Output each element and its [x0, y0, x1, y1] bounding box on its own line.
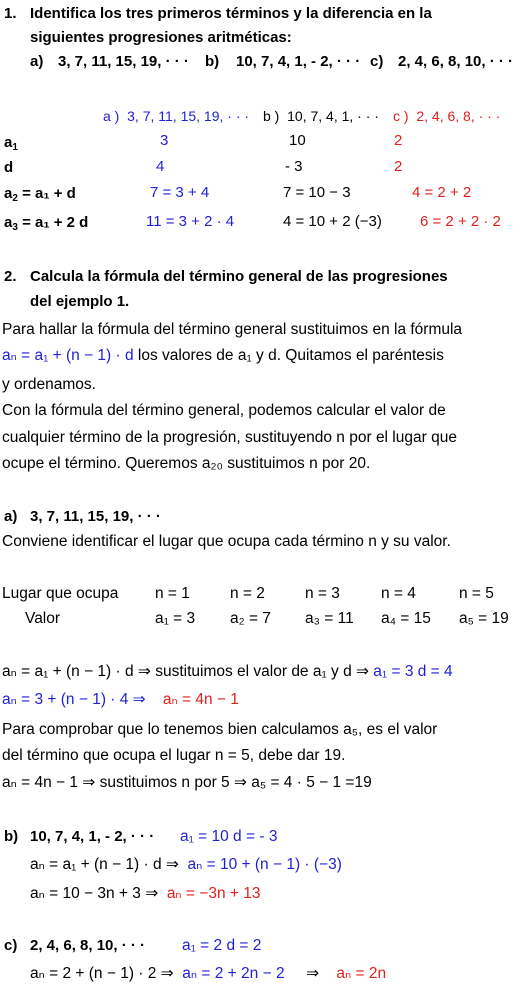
- q2-paragraph2-line3: ocupe el término. Queremos a₂₀ sustituimos n por 20.: [2, 455, 371, 472]
- q2-paragraph1-line1: Para hallar la fórmula del término general sustituimos en la fórmula: [2, 321, 463, 338]
- row-a3-value-c: 6 = 2 + 2 · 2: [420, 213, 501, 230]
- table-head-c: c ) 2, 4, 6, 8, · · ·: [393, 108, 501, 124]
- part-a-intro: Conviene identificar el lugar que ocupa cada término n y su valor.: [2, 533, 451, 550]
- q2-paragraph2-line2: cualquier término de la progresión, sustituyendo n por el lugar que: [2, 429, 457, 446]
- part-a-label: a): [4, 508, 18, 525]
- part-a-check-line1: Para comprobar que lo tenemos bien calculamos a₅, es el valor: [2, 721, 438, 738]
- general-term-formula: aₙ = a₁ + (n − 1) · d: [2, 347, 134, 364]
- q2-title-line2: del ejemplo 1.: [30, 293, 130, 310]
- part-a-seq: 3, 7, 11, 15, 19, · · ·: [30, 508, 161, 525]
- row-a1-value-c: 2: [394, 132, 403, 149]
- place-2: n = 2: [230, 585, 265, 602]
- q1-item-a-seq: 3, 7, 11, 15, 19, · · ·: [58, 53, 189, 70]
- part-b-label: b): [4, 828, 19, 845]
- part-b-line1: aₙ = a₁ + (n − 1) · d ⇒ aₙ = 10 + (n − 1) · (−3): [30, 856, 342, 873]
- q1-item-c-label: c): [370, 53, 384, 70]
- value-4: a₄ = 15: [381, 610, 431, 627]
- q2-paragraph1-line2: aₙ = a₁ + (n − 1) · d los valores de a₁ y d. Quitamos el paréntesis: [2, 347, 444, 364]
- value-label: Valor: [25, 610, 61, 627]
- q2-title-line1: Calcula la fórmula del término general de las progresiones: [30, 268, 448, 285]
- q1-item-c-seq: 2, 4, 6, 8, 10, · · ·: [398, 53, 514, 70]
- part-c-label: c): [4, 937, 18, 954]
- row-a3-label: $a_3 = a_1 + 2$ d: [4, 214, 89, 233]
- part-c-seq: 2, 4, 6, 8, 10, · · ·: [30, 937, 146, 954]
- q2-paragraph1-line3: y ordenamos.: [2, 376, 96, 393]
- row-d-label: d: [4, 159, 14, 176]
- place-1: n = 1: [155, 585, 190, 602]
- part-a-check-line3: aₙ = 4n − 1 ⇒ sustituimos n por 5 ⇒ a₅ = 4 · 5 − 1 =19: [2, 774, 372, 791]
- value-5: a₅ = 19: [459, 610, 509, 627]
- place-label: Lugar que ocupa: [2, 585, 119, 602]
- place-4: n = 4: [381, 585, 416, 602]
- q1-item-a-label: a): [30, 53, 44, 70]
- q1-item-b-seq: 10, 7, 4, 1, - 2, · · ·: [236, 53, 361, 70]
- q1-title-line2: siguientes progresiones aritméticas:: [30, 29, 292, 46]
- row-a2-value-c: 4 = 2 + 2: [412, 184, 472, 201]
- row-a1-value-a: 3: [160, 132, 169, 149]
- part-a-substitution: aₙ = a₁ + (n − 1) · d ⇒ sustituimos el valor de a₁ y d ⇒ a₁ = 3 d = 4: [2, 663, 453, 680]
- row-d-value-c: 2: [394, 158, 403, 175]
- place-5: n = 5: [459, 585, 494, 602]
- table-head-a: a ) 3, 7, 11, 15, 19, · · ·: [103, 108, 250, 124]
- row-a3-value-b: 4 = 10 + 2 (−3): [283, 213, 382, 230]
- row-a2-label: $a_2 = a_1 + d$: [4, 185, 76, 204]
- row-a1-value-b: 10: [289, 132, 306, 149]
- place-3: n = 3: [305, 585, 340, 602]
- table-head-b: b ) 10, 7, 4, 1, · · ·: [263, 108, 379, 124]
- part-b-given: a₁ = 10 d = - 3: [180, 828, 278, 845]
- part-c-given: a₁ = 2 d = 2: [182, 937, 262, 954]
- row-a1-label: $a_1$: [4, 134, 18, 153]
- value-2: a₂ = 7: [230, 610, 271, 627]
- q1-number: 1.: [4, 5, 17, 22]
- q1-item-b-label: b): [205, 53, 220, 70]
- value-3: a₃ = 11: [305, 610, 354, 627]
- row-a2-value-b: 7 = 10 − 3: [283, 184, 351, 201]
- row-d-value-b: - 3: [285, 158, 303, 175]
- q1-title-line1: Identifica los tres primeros términos y la diferencia en la: [30, 5, 432, 22]
- row-a3-value-a: 11 = 3 + 2 · 4: [146, 213, 235, 230]
- q2-paragraph2-line1: Con la fórmula del término general, podemos calcular el valor de: [2, 402, 446, 419]
- part-a-result: aₙ = 3 + (n − 1) · 4 ⇒ aₙ = 4n − 1: [2, 691, 239, 708]
- part-c-line1: aₙ = 2 + (n − 1) · 2 ⇒ aₙ = 2 + 2n − 2 ⇒ aₙ = 2n: [30, 965, 387, 982]
- value-1: a₁ = 3: [155, 610, 196, 627]
- row-a2-value-a: 7 = 3 + 4: [150, 184, 210, 201]
- part-a-check-line2: del término que ocupa el lugar n = 5, debe dar 19.: [2, 747, 346, 764]
- row-d-value-a: 4: [156, 158, 165, 175]
- part-b-line2: aₙ = 10 − 3n + 3 ⇒ aₙ = −3n + 13: [30, 885, 261, 902]
- q2-number: 2.: [4, 268, 17, 285]
- part-b-seq: 10, 7, 4, 1, - 2, · · ·: [30, 828, 155, 845]
